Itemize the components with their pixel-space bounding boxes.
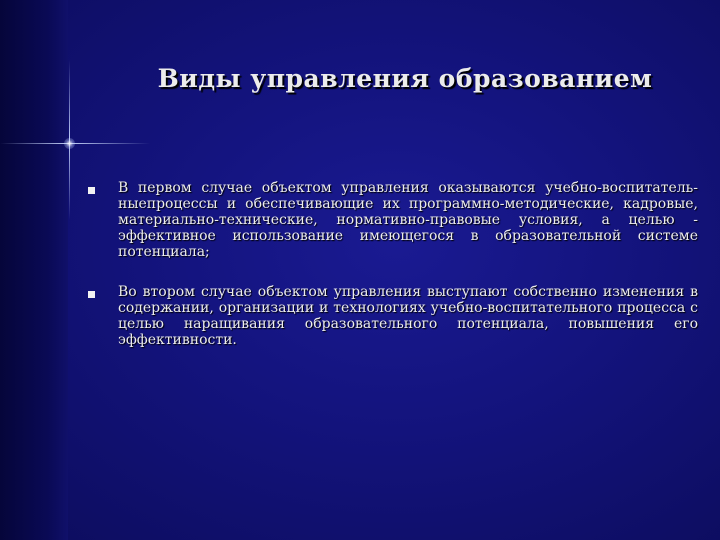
- square-bullet-icon: [88, 291, 95, 298]
- bullet-text-1: В первом случае объектом управления оказываются учебно-воспитатель-ныепроцессы и обеспечивающие их программно-методические, кадровые, материально-технические, нормативно-правовые условия, а целью - эффективное использование имеющегося в образовательной системе потенциала;: [118, 180, 698, 260]
- slide-title: Виды управления образованием: [157, 64, 653, 93]
- bullet-list: [88, 180, 698, 372]
- sparkle-horizontal-line: [0, 143, 150, 144]
- left-decor-band: [0, 0, 68, 540]
- bullet-item-1: [88, 180, 698, 260]
- bullet-text-2: Во втором случае объектом управления выступают собственно изменения в содержании, организации и технологиях учебно-воспитательного процесса с целью наращивания образовательного потенциала, повышения его эффективности.: [118, 284, 698, 348]
- sparkle-star-icon: [64, 138, 75, 149]
- square-bullet-icon: [88, 187, 95, 194]
- bullet-item-2: [88, 284, 698, 348]
